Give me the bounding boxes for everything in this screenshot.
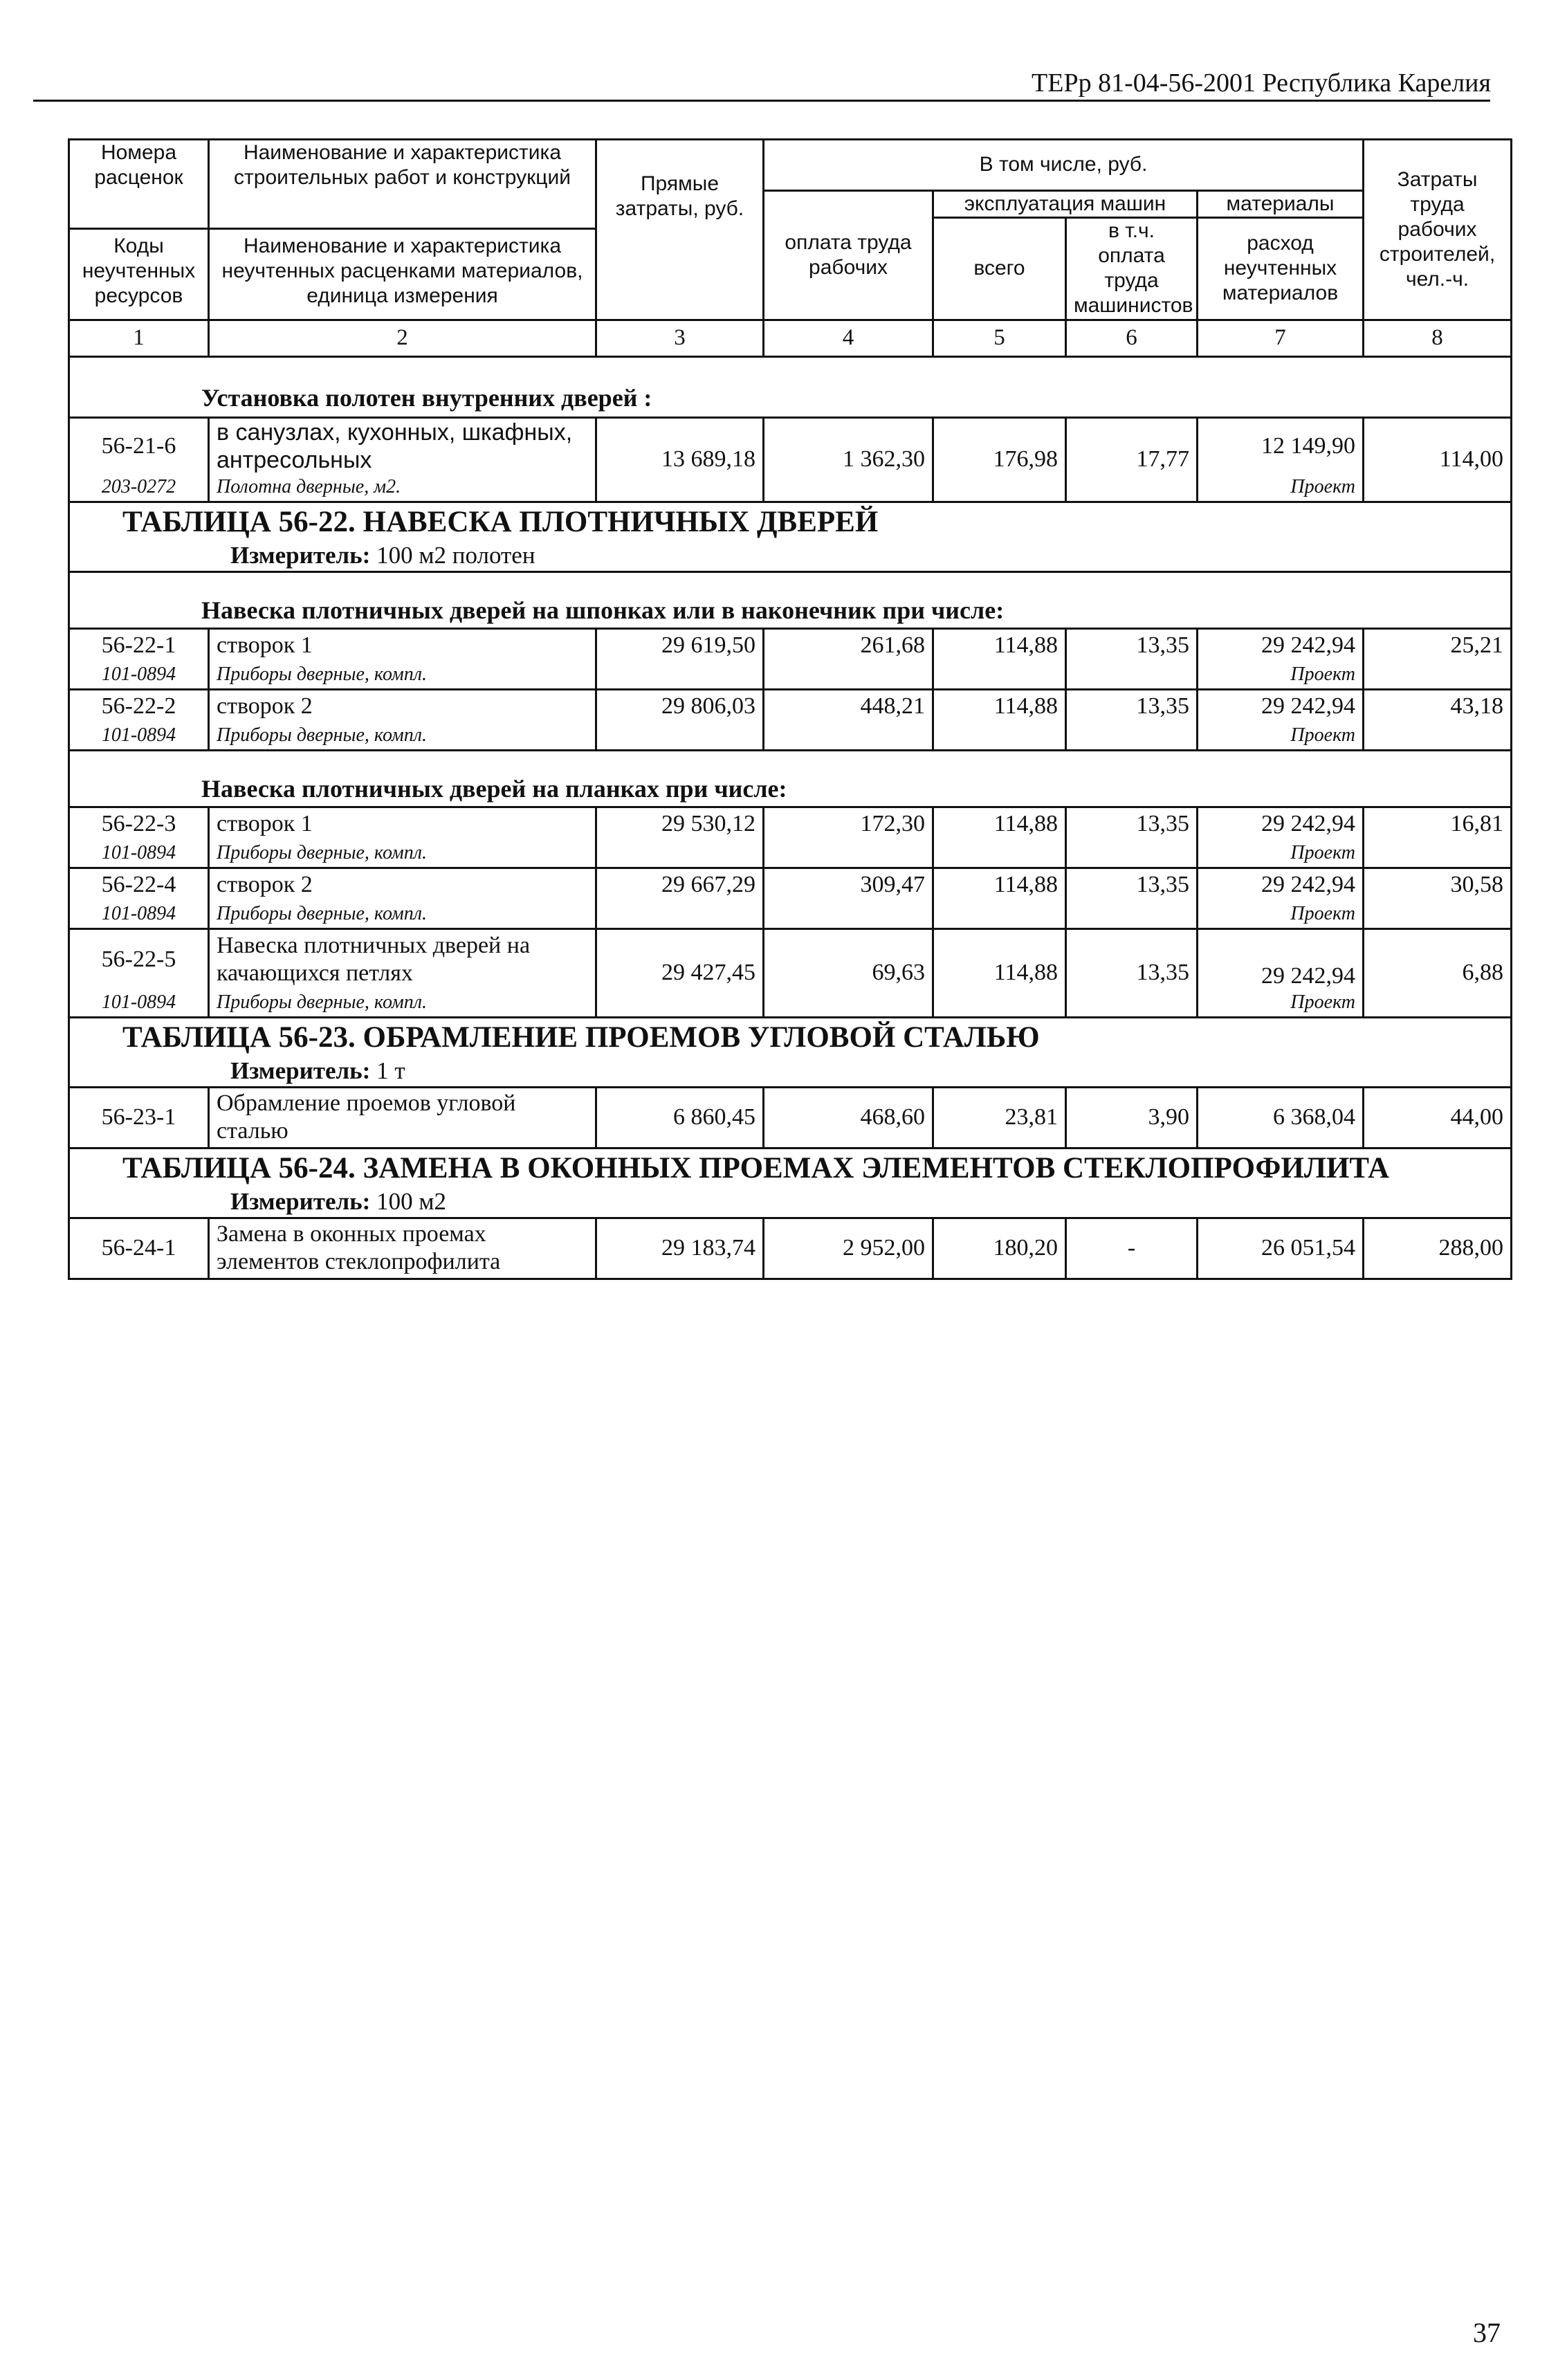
- worker-pay: 2 952,00: [764, 1218, 933, 1279]
- resource-name: Приборы дверные, компл.: [209, 840, 596, 868]
- direct-costs: 29 619,50: [596, 628, 764, 689]
- materials-cost: 29 242,94: [1198, 689, 1364, 722]
- page-number: 37: [1473, 2317, 1501, 2348]
- group-subtitle: Навеска плотничных дверей на планках при числе:: [201, 774, 787, 803]
- direct-costs: 29 183,74: [596, 1218, 764, 1279]
- resource-name: Полотна дверные, м2.: [209, 474, 596, 502]
- machines-total: 114,88: [933, 689, 1066, 750]
- header-operator-pay: в т.ч. оплата труда машинистов: [1066, 217, 1198, 320]
- work-name: створок 1: [209, 628, 596, 661]
- header-machines: эксплуатация машин: [933, 190, 1198, 217]
- header-material-name: Наименование и характеристика неучтенных расценками материалов, единица измерения: [209, 228, 596, 320]
- materials-cost: 29 242,94: [1198, 868, 1364, 901]
- header-labor-hours: Затраты труда рабочих строителей, чел.-ч.: [1364, 140, 1512, 320]
- header-rule: [33, 100, 1490, 102]
- rate-code: 56-24-1: [69, 1218, 209, 1279]
- table-row: [69, 1087, 1512, 1148]
- labor-hours: 25,21: [1364, 628, 1512, 689]
- meter-label: Измеритель:: [230, 1187, 371, 1215]
- direct-costs: 6 860,45: [596, 1087, 764, 1148]
- work-name: Замена в оконных проемах элементов стеклопрофилита: [209, 1218, 596, 1279]
- rate-code: 56-22-2: [69, 689, 209, 722]
- header-resource-codes: Коды неучтенных ресурсов: [69, 228, 209, 320]
- worker-pay: 448,21: [764, 689, 933, 750]
- operator-pay: -: [1066, 1218, 1198, 1279]
- table-row: [69, 807, 1512, 840]
- labor-hours: 43,18: [1364, 689, 1512, 750]
- machines-total: 114,88: [933, 928, 1066, 1017]
- group-subtitle: Навеска плотничных дверей на шпонках или в наконечник при числе:: [201, 596, 1005, 624]
- resource-project: Проект: [1198, 661, 1364, 689]
- work-name: створок 1: [209, 807, 596, 840]
- work-name: Обрамление проемов угловой сталью: [209, 1087, 596, 1148]
- column-number: 6: [1066, 320, 1198, 356]
- materials-cost: 12 149,90: [1198, 417, 1364, 474]
- direct-costs: 29 667,29: [596, 868, 764, 928]
- header-rate-number: Номера расценок: [69, 140, 209, 191]
- table-row: [69, 928, 1512, 989]
- rate-code: 56-22-4: [69, 868, 209, 901]
- labor-hours: 114,00: [1364, 417, 1512, 502]
- table-meter: [77, 1056, 1503, 1086]
- operator-pay: 13,35: [1066, 689, 1198, 750]
- labor-hours: 288,00: [1364, 1218, 1512, 1279]
- operator-pay: 13,35: [1066, 628, 1198, 689]
- machines-total: 176,98: [933, 417, 1066, 502]
- operator-pay: 13,35: [1066, 928, 1198, 1017]
- header-unaccounted-materials: расход неучтенных материалов: [1198, 217, 1364, 320]
- rate-code: 56-22-5: [69, 928, 209, 989]
- table-row: [69, 868, 1512, 901]
- column-number: 3: [596, 320, 764, 356]
- header-direct-costs: Прямые затраты, руб.: [596, 140, 764, 229]
- table-row: [69, 628, 1512, 661]
- machines-total: 114,88: [933, 868, 1066, 928]
- materials-cost: 29 242,94: [1198, 928, 1364, 989]
- resource-code: 203-0272: [69, 474, 209, 502]
- column-number: 7: [1198, 320, 1364, 356]
- header-divider: [69, 217, 209, 228]
- resource-name: Приборы дверные, компл.: [209, 989, 596, 1017]
- operator-pay: 3,90: [1066, 1087, 1198, 1148]
- section-subtitle: Установка полотен внутренних дверей :: [201, 383, 652, 412]
- resource-code: 101-0894: [69, 661, 209, 689]
- work-name: створок 2: [209, 689, 596, 722]
- header-spacer: [209, 190, 596, 217]
- rate-code: 56-21-6: [69, 417, 209, 474]
- resource-project: Проект: [1198, 722, 1364, 750]
- materials-cost: 26 051,54: [1198, 1218, 1364, 1279]
- table-row: [69, 689, 1512, 722]
- operator-pay: 17,77: [1066, 417, 1198, 502]
- header-spacer: [596, 228, 764, 257]
- header-work-name: Наименование и характеристика строительных работ и конструкций: [209, 140, 596, 191]
- resource-name: Приборы дверные, компл.: [209, 901, 596, 928]
- column-number: 2: [209, 320, 596, 356]
- meter-value: 100 м2: [376, 1187, 446, 1215]
- resource-project: Проект: [1198, 989, 1364, 1017]
- worker-pay: 261,68: [764, 628, 933, 689]
- rate-code: 56-22-3: [69, 807, 209, 840]
- materials-cost: 6 368,04: [1198, 1087, 1364, 1148]
- operator-pay: 13,35: [1066, 807, 1198, 868]
- resource-name: Приборы дверные, компл.: [209, 661, 596, 689]
- column-number: 5: [933, 320, 1066, 356]
- worker-pay: 69,63: [764, 928, 933, 1017]
- worker-pay: 309,47: [764, 868, 933, 928]
- work-name: в санузлах, кухонных, шкафных, антресольных: [209, 417, 596, 474]
- work-name: створок 2: [209, 868, 596, 901]
- resource-project: Проект: [1198, 901, 1364, 928]
- resource-code: 101-0894: [69, 722, 209, 750]
- table-meter: [77, 1187, 1503, 1217]
- rate-code: 56-22-1: [69, 628, 209, 661]
- table-title: ТАБЛИЦА 56-24. ЗАМЕНА В ОКОННЫХ ПРОЕМАХ ЭЛЕМЕНТОВ СТЕКЛОПРОФИЛИТА: [122, 1151, 1390, 1184]
- resource-name: Приборы дверные, компл.: [209, 722, 596, 750]
- table-meter: [77, 540, 1503, 571]
- header-worker-pay: оплата труда рабочих: [764, 190, 933, 320]
- direct-costs: 29 530,12: [596, 807, 764, 868]
- resource-project: Проект: [1198, 840, 1364, 868]
- table-title: ТАБЛИЦА 56-22. НАВЕСКА ПЛОТНИЧНЫХ ДВЕРЕЙ: [122, 505, 879, 538]
- rate-code: 56-23-1: [69, 1087, 209, 1148]
- labor-hours: 30,58: [1364, 868, 1512, 928]
- labor-hours: 6,88: [1364, 928, 1512, 1017]
- direct-costs: 13 689,18: [596, 417, 764, 502]
- meter-label: Измеритель:: [230, 541, 371, 569]
- header-machines-total: всего: [933, 217, 1066, 320]
- machines-total: 23,81: [933, 1087, 1066, 1148]
- header-spacer: [69, 190, 209, 217]
- materials-cost: 29 242,94: [1198, 807, 1364, 840]
- meter-value: 1 т: [376, 1056, 405, 1084]
- table-title: ТАБЛИЦА 56-23. ОБРАМЛЕНИЕ ПРОЕМОВ УГЛОВОЙ СТАЛЬЮ: [122, 1020, 1040, 1054]
- labor-hours: 44,00: [1364, 1087, 1512, 1148]
- worker-pay: 172,30: [764, 807, 933, 868]
- header-divider: [209, 217, 596, 228]
- machines-total: 114,88: [933, 807, 1066, 868]
- worker-pay: 1 362,30: [764, 417, 933, 502]
- worker-pay: 468,60: [764, 1087, 933, 1148]
- column-number-row: [69, 320, 1512, 356]
- direct-costs: 29 806,03: [596, 689, 764, 750]
- machines-total: 114,88: [933, 628, 1066, 689]
- materials-cost: 29 242,94: [1198, 628, 1364, 661]
- direct-costs: 29 427,45: [596, 928, 764, 1017]
- resource-code: 101-0894: [69, 840, 209, 868]
- resource-project: Проект: [1198, 474, 1364, 502]
- meter-label: Измеритель:: [230, 1056, 371, 1084]
- machines-total: 180,20: [933, 1218, 1066, 1279]
- header-including: В том числе, руб.: [764, 140, 1364, 191]
- resource-code: 101-0894: [69, 901, 209, 928]
- table-row: [69, 1218, 1512, 1279]
- table-row: [69, 417, 1512, 474]
- resource-code: 101-0894: [69, 989, 209, 1017]
- header-spacer: [596, 257, 764, 320]
- meter-value: 100 м2 полотен: [376, 541, 535, 569]
- work-name: Навеска плотничных дверей на качающихся петлях: [209, 928, 596, 989]
- operator-pay: 13,35: [1066, 868, 1198, 928]
- header-materials: материалы: [1198, 190, 1364, 217]
- rates-table: [68, 138, 1512, 1280]
- column-number: 1: [69, 320, 209, 356]
- document-code: ТЕРр 81-04-56-2001 Республика Карелия: [1032, 68, 1491, 98]
- column-number: 4: [764, 320, 933, 356]
- labor-hours: 16,81: [1364, 807, 1512, 868]
- column-number: 8: [1364, 320, 1512, 356]
